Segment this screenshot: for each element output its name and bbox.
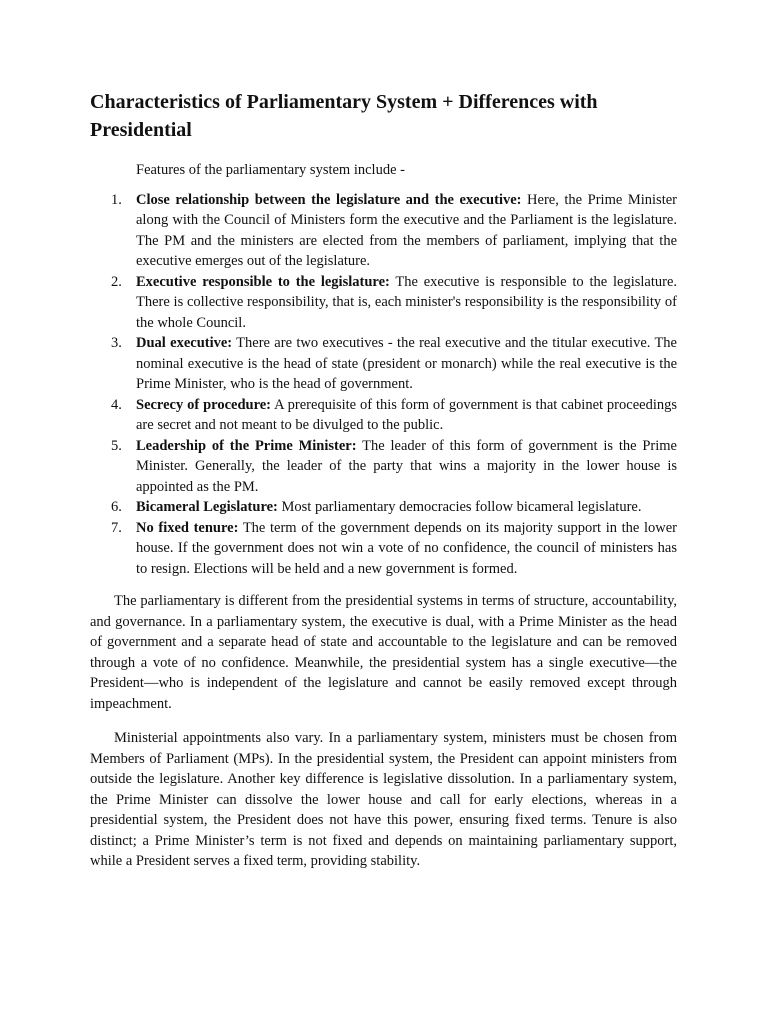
feature-term: Dual executive: <box>136 335 233 351</box>
feature-text: The leader of this form of government is the Prime Minister. Generally, the leader of the party that wins a majority in the lower house is appointed as the PM. <box>136 437 677 495</box>
feature-item <box>90 333 677 395</box>
feature-number: 7. <box>111 519 122 536</box>
feature-term: Executive responsible to the legislature: <box>136 273 390 290</box>
intro-line: Features of the parliamentary system include - <box>136 162 405 178</box>
feature-text: The term of the government depends on its majority support in the lower house. If the government does not win a vote of no confidence, the council of ministers has to resign. Elections will be held and a new government is formed. <box>136 519 677 577</box>
feature-text: A prerequisite of this form of government is that cabinet proceedings are secret and not meant to be divulged to the public. <box>136 396 677 433</box>
feature-number: 3. <box>111 335 122 351</box>
feature-item <box>90 497 677 518</box>
feature-term: Bicameral Legislature: <box>136 499 278 515</box>
feature-item <box>90 436 677 498</box>
feature-term: Secrecy of procedure: <box>136 396 272 413</box>
feature-term: Close relationship between the legislature and the executive: <box>136 191 522 208</box>
feature-number: 4. <box>111 396 122 413</box>
feature-item <box>90 395 677 436</box>
features-list <box>90 190 677 580</box>
feature-number: 1. <box>111 191 122 208</box>
document-title: Characteristics of Parliamentary System + Differences with Presidential <box>90 91 598 141</box>
feature-term: Leadership of the Prime Minister: <box>136 437 357 454</box>
feature-number: 6. <box>111 499 122 515</box>
feature-text: Here, the Prime Minister along with the Council of Ministers form the executive and the Parliament is the legislature. The PM and the ministers are elected from the members of parliament, implying that the executive emerges out of the legislature. <box>136 191 677 269</box>
feature-number: 5. <box>111 437 122 454</box>
feature-item <box>90 272 677 334</box>
ministerial-paragraph: Ministerial appointments also vary. In a parliamentary system, ministers must be chosen from Members of Parliament (MPs). In the presidential system, the President can appoint ministers from outside the legislature. Another key difference is legislative dissolution. In a parliamentary system, the Prime Minister can dissolve the lower house and call for early elections, whereas in a presidential system, the President does not have this power, ensuring fixed terms. Tenure is also distinct; a Prime Minister’s term is not fixed and depends on maintaining parliamentary support, while a President serves a fixed term, providing stability. <box>90 730 677 869</box>
feature-term: No fixed tenure: <box>136 519 239 536</box>
feature-item <box>90 518 677 580</box>
document-page <box>90 88 677 872</box>
feature-text: Most parliamentary democracies follow bicameral legislature. <box>277 499 642 515</box>
feature-text: There are two executives - the real executive and the titular executive. The nominal executive is the head of state (president or monarch) while the real executive is the Prime Minister, who is the head of government. <box>136 335 677 392</box>
feature-number: 2. <box>111 273 122 290</box>
feature-text: The executive is responsible to the legislature. There is collective responsibility, that is, each minister's responsibility is the responsibility of the whole Council. <box>136 273 677 331</box>
feature-item <box>90 190 677 272</box>
comparison-paragraph: The parliamentary is different from the presidential systems in terms of structure, accountability, and governance. In a parliamentary system, the executive is dual, with a Prime Minister as the head of government and a separate head of state and accountable to the legislature and can be removed through a vote of no confidence. Meanwhile, the presidential system has a single executive—the President—who is independent of the legislature and cannot be easily removed except through impeachment. <box>90 593 677 712</box>
